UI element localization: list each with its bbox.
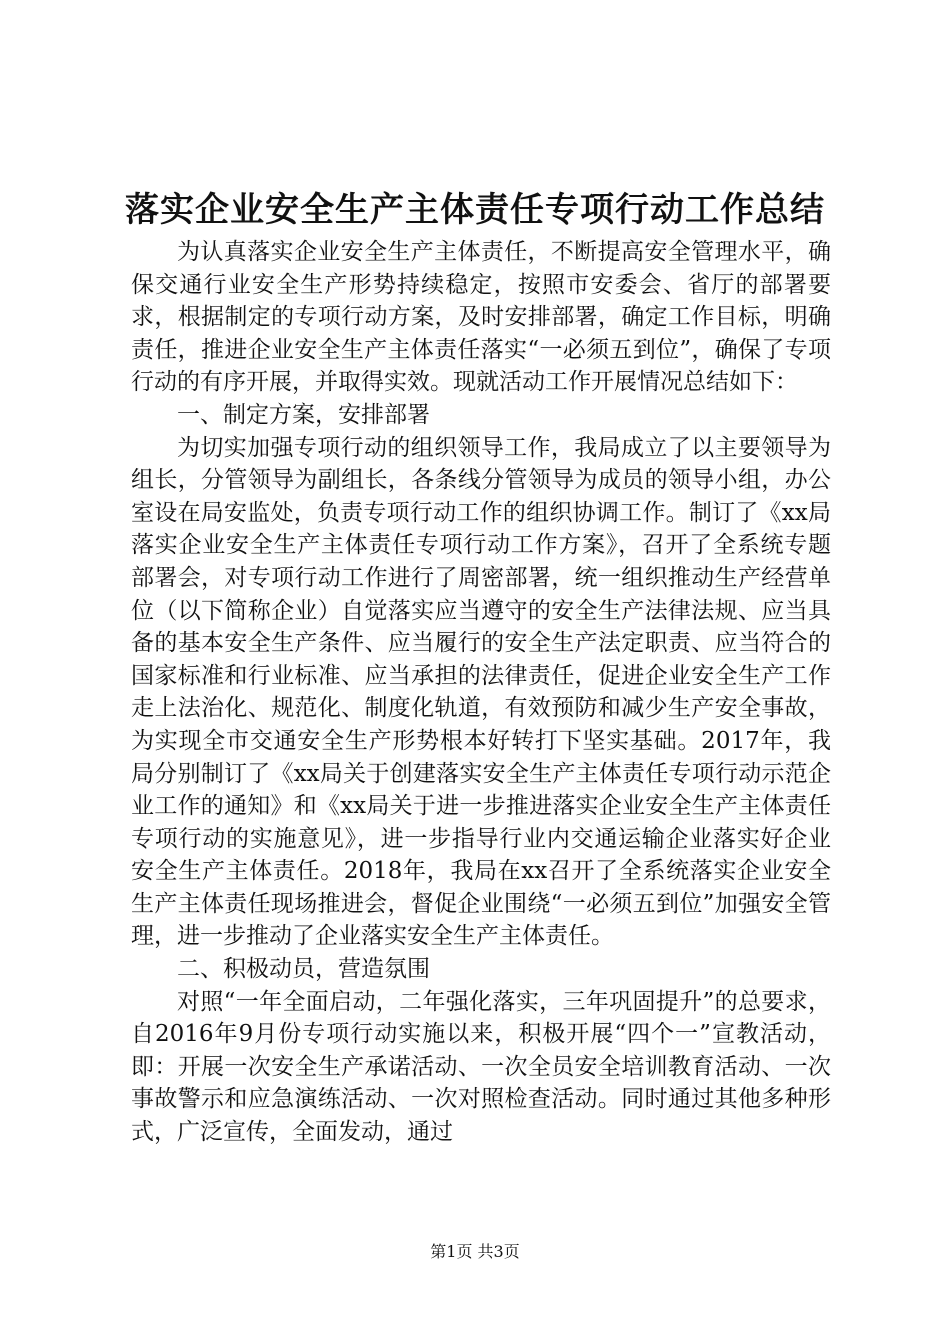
section-1-paragraph: 为切实加强专项行动的组织领导工作，我局成立了以主要领导为组长，分管领导为副组长，各条线分管领导为成员的领导小组，办公室设在局安监处，负责专项行动工作的组织协调工作。制订了《xx局落实企业安全生产主体责任专项行动工作方案》，召开了全系统专题部署会，对专项行动工作进行了周密部署，统一组织推动生产经营单位（以下简称企业）自觉落实应当遵守的安全生产法律法规、应当具备的基本安全生产条件、应当履行的安全生产法定职责、应当符合的国家标准和行业标准、应当承担的法律责任，促进企业安全生产工作走上法治化、规范化、制度化轨道，有效预防和减少生产安全事故，为实现全市交通安全生产形势根本好转打下坚实基础。2017年，我局分别制订了《xx局关于创建落实安全生产主体责任专项行动示范企业工作的通知》和《xx局关于进一步推进落实企业安全生产主体责任专项行动的实施意见》，进一步指导行业内交通运输企业落实好企业安全生产主体责任。2018年，我局在xx召开了全系统落实企业安全生产主体责任现场推进会，督促企业围绕“一必须五到位”加强安全管理，进一步推动了企业落实安全生产主体责任。 — [131, 434, 831, 950]
document-body — [131, 236, 831, 1149]
intro-paragraph: 为认真落实企业安全生产主体责任，不断提高安全管理水平，确保交通行业安全生产形势持续稳定，按照市安委会、省厅的部署要求，根据制定的专项行动方案，及时安排部署，确定工作目标，明确责任，推进企业安全生产主体责任落实“一必须五到位”，确保了专项行动的有序开展，并取得实效。现就活动工作开展情况总结如下： — [131, 239, 831, 396]
page-footer: 第1页 共3页 — [430, 1242, 520, 1261]
section-heading-1: 一、制定方案，安排部署 — [177, 401, 430, 428]
section-2-paragraph: 对照“一年全面启动，二年强化落实，三年巩固提升”的总要求，自2016年9月份专项行动实施以来，积极开展“四个一”宣教活动，即：开展一次安全生产承诺活动、一次全员安全培训教育活动、一次事故警示和应急演练活动、一次对照检查活动。同时通过其他多种形式，广泛宣传，全面发动，通过 — [131, 988, 831, 1146]
section-heading-2: 二、积极动员，营造氛围 — [177, 956, 430, 983]
document-title: 落实企业安全生产主体责任专项行动工作总结 — [125, 190, 825, 230]
